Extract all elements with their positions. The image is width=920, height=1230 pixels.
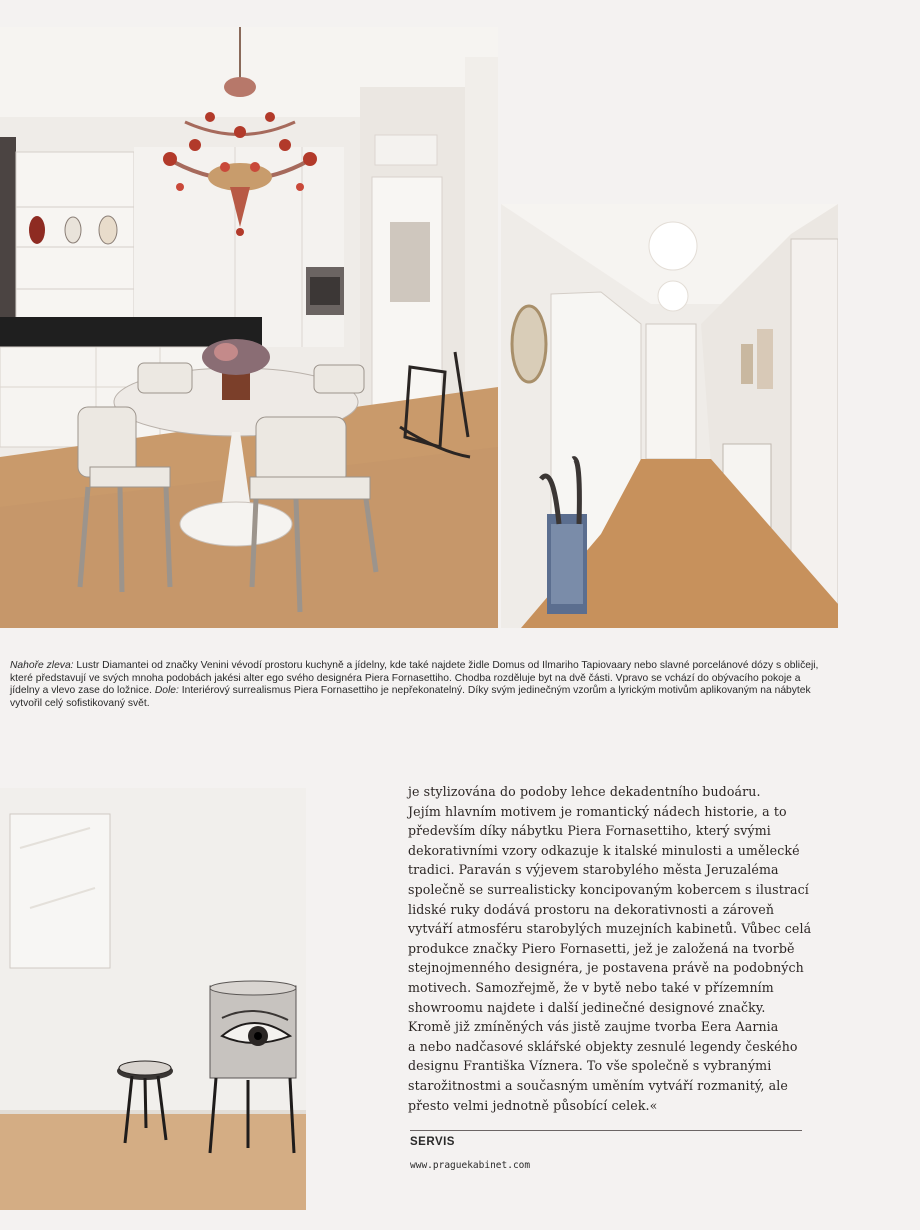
article-body [408,782,812,1115]
body-line: tradici. Paraván s výjevem starobylého města Jeruzaléma [408,862,779,878]
body-line: showroomu najdete i další jedinečné designové značky. [408,999,766,1015]
body-line: stejnojmenného designéra, je postavena právě na podobných [408,960,804,976]
caption-text-1: Lustr Diamantei od značky Venini vévodí prostoru kuchyně a jídelny, kde také najdete židle Domus od Ilmariho Tapiovaary nebo slavné porcelánové dózy s obličeji, které představují ve svých mnoha podobách jakési alter ego svého designéra Piera Fornasettiho. Chodba rozděluje byt na dvě části. Vpravo se vchází do obývacího pokoje a jídelny a vlevo zase do ložnice. [10,660,819,697]
body-line: dekorativními vzory odkazuje k italské minulosti a umělecké [408,842,800,858]
body-line: je stylizována do podoby lehce dekadentního budoáru. [408,784,761,799]
photo-kitchen-dining [0,27,498,628]
servis-divider [410,1130,802,1131]
photo-fornasetti-detail [0,788,306,1210]
caption-text-2: Interiérový surrealismus Piera Fornasettiho je nepřekonatelný. Díky svým jedinečným vzorům a lyrickým motivům aplikovaným na nábytek vytvořil celý sofistikovaný svět. [10,685,811,709]
photo-hallway [501,204,838,628]
servis-url[interactable]: www.praguekabinet.com [410,1160,531,1171]
body-line: designu Františka Víznera. To vše společně s vybranými [408,1058,772,1074]
body-line: vytváří atmosféru starobylých muzejních kabinetů. Vůbec celá [408,921,812,937]
body-line: Kromě již zmíněných vás jistě zaujme tvorba Eera Aarnia [408,1019,779,1035]
body-line: produkce značky Piero Fornasetti, jež je založená na tvorbě [408,940,795,956]
body-line: lidské ruky dodává prostoru na dekorativnosti a zároveň [408,901,775,917]
photo-caption [10,660,820,710]
body-line: Jejím hlavním motivem je romantický nádech historie, a to [408,803,787,819]
body-line: motivech. Samozřejmě, že v bytě nebo také v přízemním [408,979,774,995]
caption-lead-bottom: Dole: [154,685,179,697]
body-line: starožitnostmi a současným uměním vytváří rozmanitý, ale [408,1077,788,1093]
body-line: především díky nábytku Piera Fornasettiho, který svými [408,823,771,839]
body-line: a nebo nadčasové sklářské objekty zesnulé legendy českého [408,1038,798,1054]
body-line: společně se surrealisticky koncipovaným kobercem s ilustrací [408,881,809,897]
body-line: přesto velmi jednotně působící celek.« [408,1097,658,1113]
servis-heading: SERVIS [410,1136,455,1148]
caption-lead-top: Nahoře zleva: [10,660,74,671]
